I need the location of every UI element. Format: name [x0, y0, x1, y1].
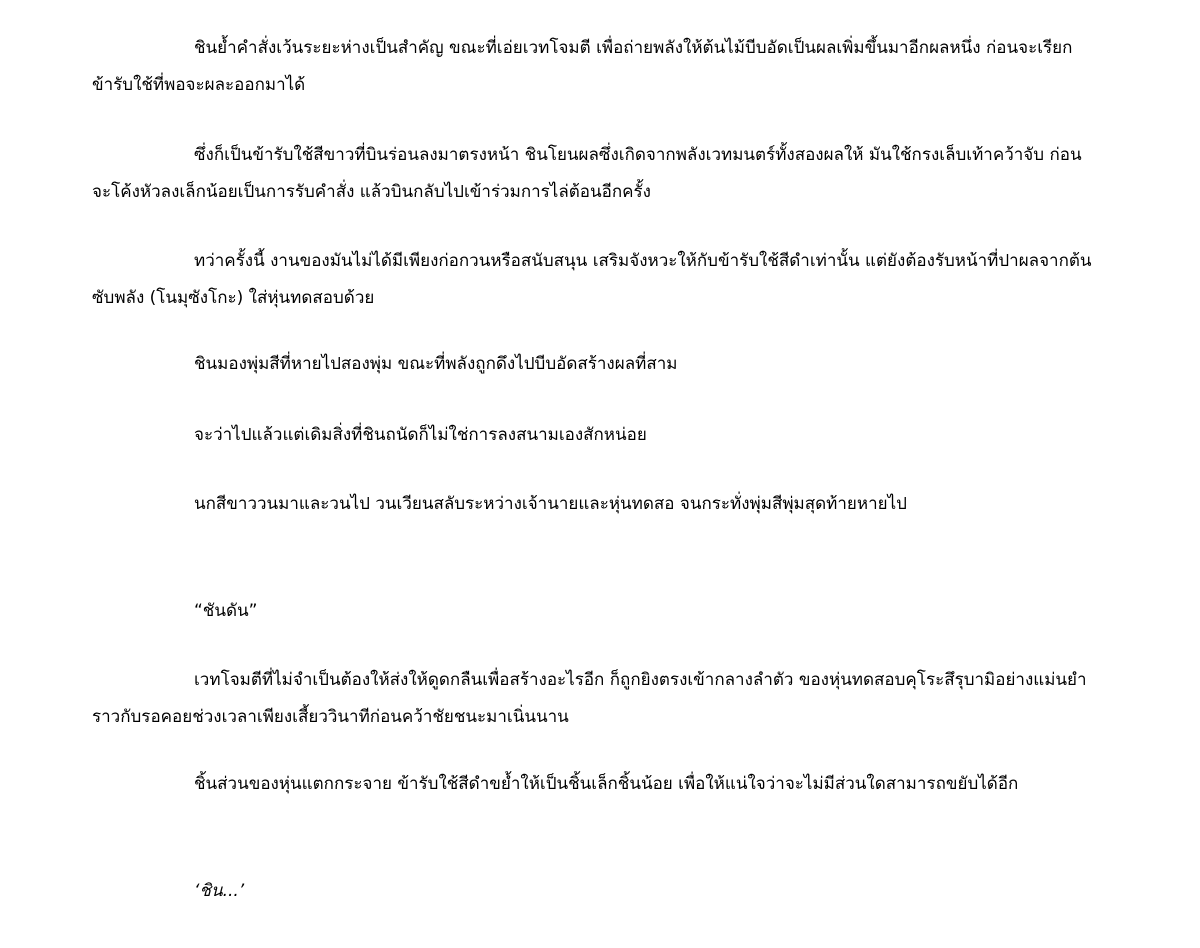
paragraph-10: ‘ชิน...’	[194, 881, 245, 901]
paragraph-6: นกสีขาววนมาและวนไป วนเวียนสลับระหว่างเจ้านายและหุ่นทดสอ จนกระทั่งพุ่มสีพุ่มสุดท้ายหายไป	[194, 494, 907, 514]
paragraph-5: จะว่าไปแล้วแต่เดิมสิ่งที่ชินถนัดก็ไม่ใช่การลงสนามเองสักหน่อย	[194, 425, 647, 445]
paragraph-9: ชิ้นส่วนของหุ่นแตกกระจาย ข้ารับใช้สีดำขย้ำให้เป็นชิ้นเล็กชิ้นน้อย เพื่อให้แน่ใจว่าจะไม่มีส่วนใดสามารถขยับได้อีก	[194, 774, 1019, 794]
paragraph-2: ซึ่งก็เป็นข้ารับใช้สีขาวที่บินร่อนลงมาตรงหน้า ชินโยนผลซึ่งเกิดจากพลังเวทมนตร์ทั้งสองผลให้ มันใช้กรงเล็บเท้าคว้าจับ ก่อนจะโค้งหัวลงเล็กน้อยเป็นการรับคำสั่ง แล้วบินกลับไปเข้าร่วมการไล่ต้อนอีกครั้ง	[92, 145, 1082, 202]
paragraph-8: เวทโจมตีที่ไม่จำเป็นต้องให้ส่งให้ดูดกลืนเพื่อสร้างอะไรอีก ก็ถูกยิงตรงเข้ากลางลำตัว ของหุ่นทดสอบคุโระสึรุบามิอย่างแม่นยำ ราวกับรอคอยช่วงเวลาเพียงเสี้ยววินาทีก่อนคว้าชัยชนะมาเนิ่นนาน	[92, 670, 1087, 727]
paragraph-3: ทว่าครั้งนี้ งานของมันไม่ได้มีเพียงก่อกวนหรือสนับสนุน เสริมจังหวะให้กับข้ารับใช้สีดำเท่านั้น แต่ยังต้องรับหน้าที่ปาผลจากต้นซับพลัง (โนมุซังโกะ) ใส่หุ่นทดสอบด้วย	[92, 251, 1092, 308]
paragraph-1: ชินย้ำคำสั่งเว้นระยะห่างเป็นสำคัญ ขณะที่เอ่ยเวทโจมตี เพื่อถ่ายพลังให้ต้นไม้บีบอัดเป็นผลเพิ่มขึ้นมาอีกผลหนึ่ง ก่อนจะเรียกข้ารับใช้ที่พอจะผละออกมาได้	[92, 38, 1073, 95]
paragraph-7: “ชันดัน”	[194, 601, 258, 621]
paragraph-4: ชินมองพุ่มสีที่หายไปสองพุ่ม ขณะที่พลังถูกดึงไปบีบอัดสร้างผลที่สาม	[194, 354, 678, 374]
